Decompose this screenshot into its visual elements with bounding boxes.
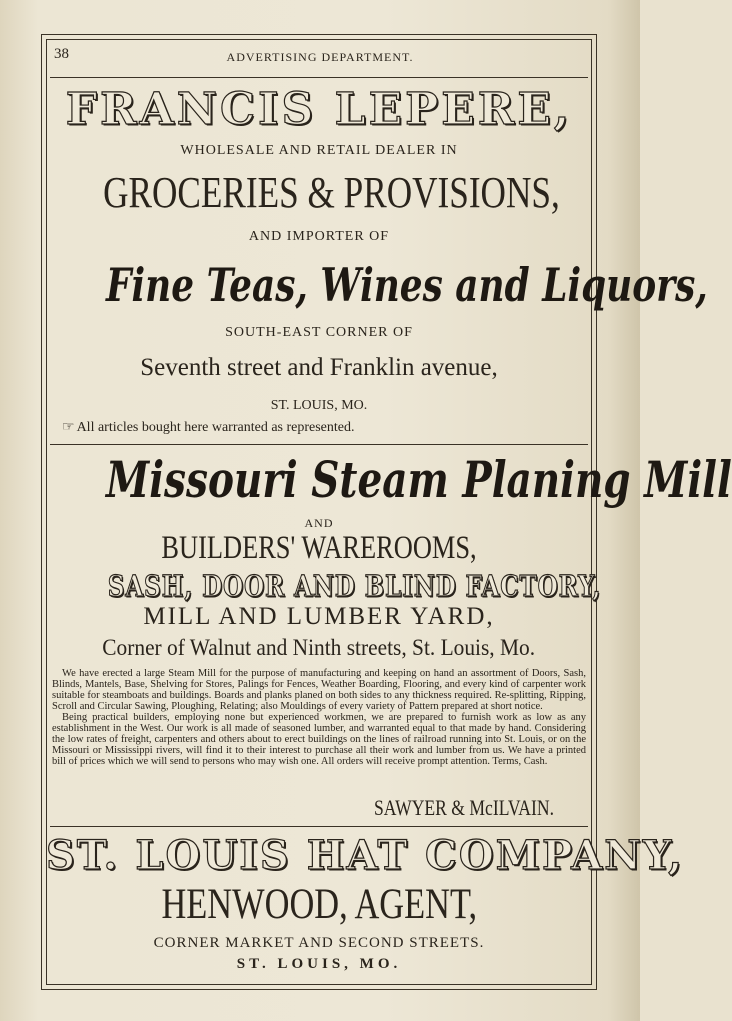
header-divider — [50, 77, 588, 78]
missouri-factory: SASH, DOOR AND BLIND FACTORY, — [107, 569, 602, 603]
department-title: ADVERTISING DEPARTMENT. — [226, 50, 414, 64]
missouri-address: Corner of Walnut and Ninth streets, St. Louis, Mo. — [102, 635, 536, 660]
missouri-signature: SAWYER & McILVAIN. — [374, 795, 554, 820]
missouri-title: Missouri Steam Planing Mill — [106, 450, 732, 509]
hat-agent: HENWOOD, AGENT, — [161, 881, 477, 928]
missouri-paragraph-2: Being practical builders, employing none but experienced workmen, we are prepared to furnish work as low as any establishment in the West. Our work is all made of seasoned lumber, and warranted equal to that made by hand. Considering the low rates of freight, carpenters and others about to erect buildings on the lines of railroad running into St. Louis, or on the Missouri or Mississippi rivers, will find it to their interest to purchase all their work and lumber from us. We have a printed bill of prices which we will send to persons who may wish one. All orders will receive prompt attention. Terms, Cash. — [52, 712, 586, 767]
lepere-line-dealer: WHOLESALE AND RETAIL DEALER IN — [180, 143, 458, 158]
pointing-hand-icon: ☞ — [62, 420, 75, 435]
divider-1 — [50, 444, 588, 445]
lepere-notice: ☞ All articles bought here warranted as represented. — [62, 420, 355, 435]
divider-2 — [50, 826, 588, 827]
lepere-city: ST. LOUIS, MO. — [270, 398, 368, 413]
hat-city: ST. LOUIS, MO. — [236, 956, 402, 972]
page-header — [50, 44, 590, 68]
lepere-name: FRANCIS LEPERE, — [65, 84, 573, 135]
lepere-line-importer: AND IMPORTER OF — [248, 229, 390, 244]
missouri-mill-yard: MILL AND LUMBER YARD, — [143, 603, 495, 630]
lepere-teas-wines: Fine Teas, Wines and Liquors, — [106, 258, 708, 312]
hat-company-title: ST. LOUIS HAT COMPANY, — [46, 832, 685, 879]
missouri-builders: BUILDERS' WAREROOMS, — [161, 530, 477, 566]
missouri-and: AND — [304, 516, 334, 530]
missouri-description — [52, 668, 586, 767]
lepere-groceries: GROCERIES & PROVISIONS, — [103, 168, 560, 217]
hat-address: CORNER MARKET AND SECOND STREETS. — [153, 935, 485, 951]
lepere-line-corner: SOUTH-EAST CORNER OF — [225, 325, 413, 340]
page-number: 38 — [54, 46, 69, 62]
missouri-paragraph-1: We have erected a large Steam Mill for the purpose of manufacturing and keeping on hand an assortment of Doors, Sash, Blinds, Mantels, Base, Shelving for Stores, Palings for Fences, Weather Boarding, Flooring, and every kind of carpenter work suitable for steamboats and buildings. Boards and planks planed on both sides to any thickness required. Re-splitting, Ripping, Scroll and Circular Sawing, Ploughing, Relating; also Mouldings of every variety of Pattern prepared at short notice. — [52, 668, 586, 712]
lepere-address: Seventh street and Franklin avenue, — [140, 354, 498, 381]
